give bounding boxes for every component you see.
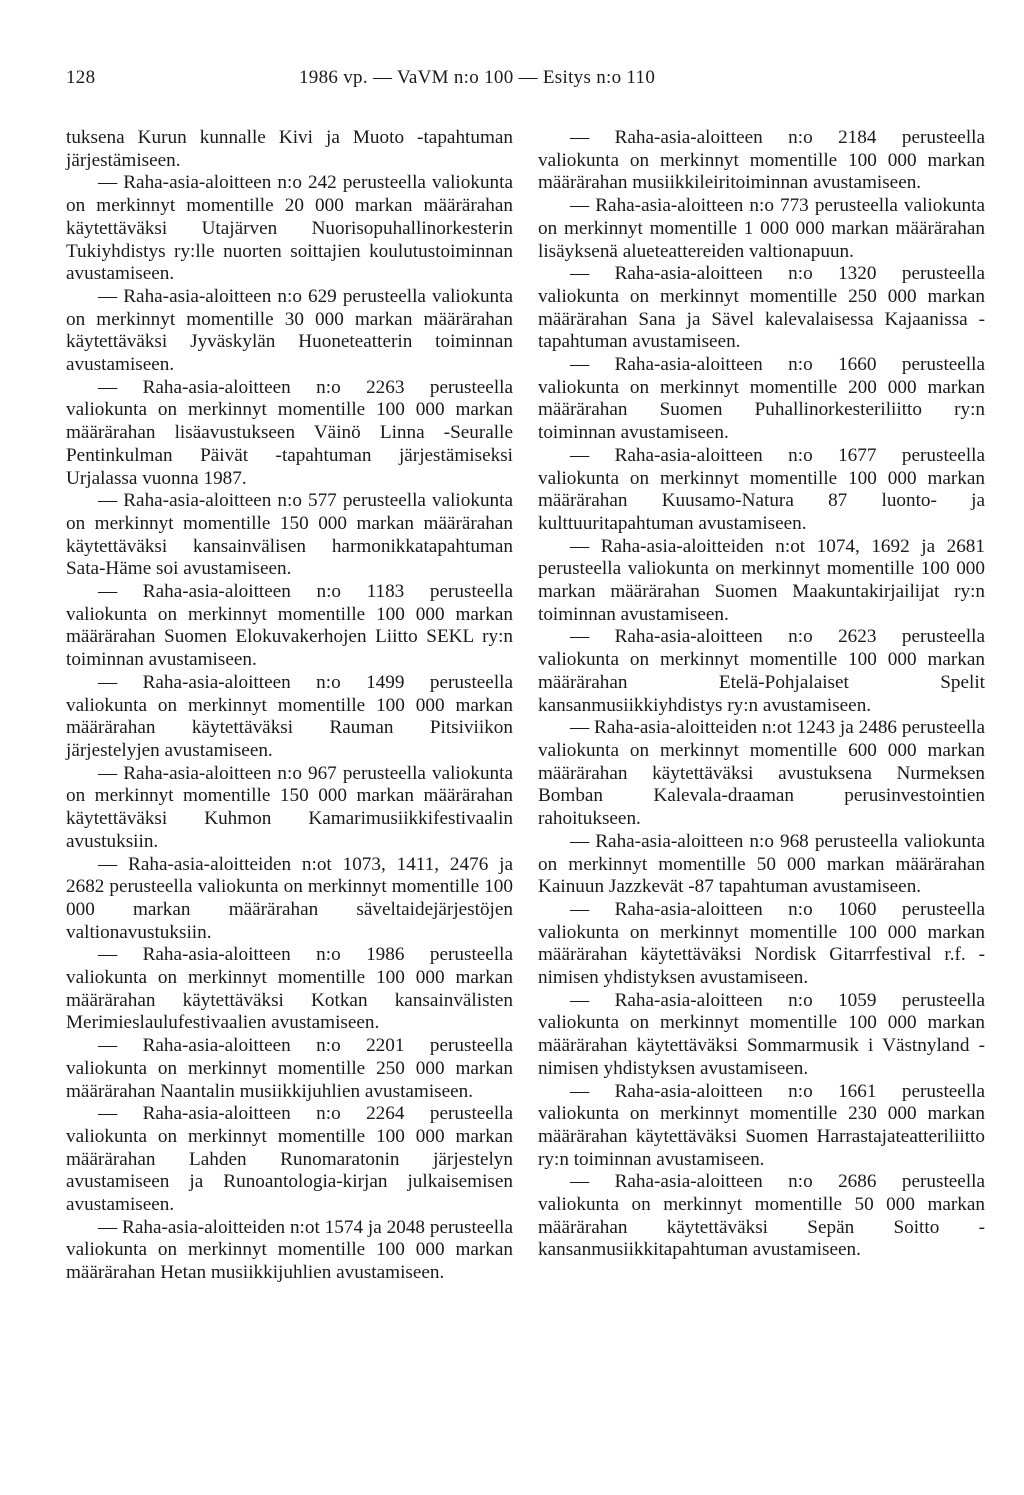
paragraph: — Raha-asia-aloitteen n:o 1499 perusteella valiokunta on merkinnyt momentille 100 000 markan määrärahan käytettäväksi Rauman Pitsiviikon järjestelyjen avustamiseen.: [66, 671, 513, 761]
paragraph: — Raha-asia-aloitteen n:o 2263 perusteella valiokunta on merkinnyt momentille 100 000 markan määrärahan lisäavustukseen Väinö Linna -Seuralle Pentinkulman Päivät -tapahtuman järjestämiseksi Urjalassa vuonna 1987.: [66, 376, 513, 489]
paragraph: — Raha-asia-aloitteen n:o 1060 perusteella valiokunta on merkinnyt momentille 100 000 markan määrärahan käytettäväksi Nordisk Gitarrfestival r.f. -nimisen yhdistyksen avustamiseen.: [538, 898, 985, 989]
page-number: 128: [66, 67, 96, 88]
paragraph: — Raha-asia-aloitteen n:o 1660 perusteella valiokunta on merkinnyt momentille 200 000 markan määrärahan Suomen Puhallinorkesteriliitto ry:n toiminnan avustamiseen.: [538, 354, 985, 444]
paragraph: — Raha-asia-aloitteen n:o 1986 perusteella valiokunta on merkinnyt momentille 100 000 markan määrärahan käytettäväksi Kotkan kansainvälisten Merimieslaulufestivaalien avustamiseen.: [66, 944, 513, 1034]
paragraph: — Raha-asia-aloitteen n:o 1677 perusteella valiokunta on merkinnyt momentille 100 000 markan määrärahan Kuusamo-Natura 87 luonto- ja kulttuuritapahtuman avustamiseen.: [538, 444, 985, 534]
paragraph: — Raha-asia-aloitteen n:o 2623 perusteella valiokunta on merkinnyt momentille 100 000 markan määrärahan Etelä-Pohjalaiset Spelit kansanmusiikkiyhdistys ry:n avustamiseen.: [538, 626, 985, 716]
paragraph: — Raha-asia-aloitteen n:o 1059 perusteella valiokunta on merkinnyt momentille 100 000 markan määrärahan käytettäväksi Sommarmusik i Västnyland -nimisen yhdistyksen avustamiseen.: [538, 989, 985, 1079]
paragraph: — Raha-asia-aloitteiden n:ot 1243 ja 2486 perusteella valiokunta on merkinnyt momentille 600 000 markan määrärahan käytettäväksi avustuksena Nurmeksen Bomban Kalevala-draaman perusinvestointien rahoitukseen.: [538, 717, 985, 830]
paragraph: — Raha-asia-aloitteen n:o 1661 perusteella valiokunta on merkinnyt momentille 230 000 markan määrärahan käytettäväksi Suomen Harrastajateatteriliitto ry:n toiminnan avustamiseen.: [538, 1080, 985, 1170]
paragraph: — Raha-asia-aloitteen n:o 968 perusteella valiokunta on merkinnyt momentille 50 000 markan määrärahan Kainuun Jazzkevät -87 tapahtuman avustamiseen.: [538, 830, 985, 898]
paragraph: tuksena Kurun kunnalle Kivi ja Muoto -tapahtuman järjestämiseen.: [66, 127, 513, 171]
paragraph: — Raha-asia-aloitteen n:o 2201 perusteella valiokunta on merkinnyt momentille 250 000 markan määrärahan Naantalin musiikkijuhlien avustamiseen.: [66, 1035, 513, 1102]
paragraph: — Raha-asia-aloitteen n:o 2264 perusteella valiokunta on merkinnyt momentille 100 000 markan määrärahan Lahden Runomaratonin järjestelyn avustamiseen ja Runoantologia-kirjan julkaisemisen avustamiseen.: [66, 1103, 513, 1216]
right-column: [538, 127, 985, 1262]
paragraph: — Raha-asia-aloitteen n:o 1320 perusteella valiokunta on merkinnyt momentille 250 000 markan määrärahan Sana ja Sävel kalevalaisessa Kajaanissa -tapahtuman avustamiseen.: [538, 263, 985, 353]
paragraph: — Raha-asia-aloitteiden n:ot 1073, 1411, 2476 ja 2682 perusteella valiokunta on merkinnyt momentille 100 000 markan määrärahan säveltaidejärjestöjen valtionavustuksiin.: [66, 853, 513, 943]
paragraph: — Raha-asia-aloitteen n:o 773 perusteella valiokunta on merkinnyt momentille 1 000 000 markan määrärahan lisäyksenä alueteattereiden valtionapuun.: [538, 195, 985, 262]
paragraph: — Raha-asia-aloitteen n:o 242 perusteella valiokunta on merkinnyt momentille 20 000 markan määrärahan käytettäväksi Utajärven Nuorisopuhallinorkesterin Tukiyhdistys ry:lle nuorten soittajien koulutustoiminnan avustamiseen.: [66, 172, 513, 285]
paragraph: — Raha-asia-aloitteen n:o 629 perusteella valiokunta on merkinnyt momentille 30 000 markan määrärahan käytettäväksi Jyväskylän Huoneteatterin toiminnan avustamiseen.: [66, 285, 513, 376]
paragraph: — Raha-asia-aloitteen n:o 967 perusteella valiokunta on merkinnyt momentille 150 000 markan määrärahan käytettäväksi Kuhmon Kamarimusiikkifestivaalin avustuksiin.: [66, 762, 513, 852]
paragraph: — Raha-asia-aloitteiden n:ot 1574 ja 2048 perusteella valiokunta on merkinnyt momentille 100 000 markan määrärahan Hetan musiikkijuhlien avustamiseen.: [66, 1216, 513, 1284]
running-title: 1986 vp. — VaVM n:o 100 — Esitys n:o 110: [299, 67, 656, 88]
paragraph: — Raha-asia-aloitteen n:o 577 perusteella valiokunta on merkinnyt momentille 150 000 markan määrärahan käytettäväksi kansainvälisen harmonikkatapahtuman Sata-Häme soi avustamiseen.: [66, 490, 513, 580]
paragraph: — Raha-asia-aloitteen n:o 2184 perusteella valiokunta on merkinnyt momentille 100 000 markan määrärahan musiikkileiritoiminnan avustamiseen.: [538, 127, 985, 194]
paragraph: — Raha-asia-aloitteiden n:ot 1074, 1692 ja 2681 perusteella valiokunta on merkinnyt momentille 100 000 markan määrärahan Suomen Maakuntakirjailijat ry:n toiminnan avustamiseen.: [538, 535, 985, 625]
left-column: [66, 127, 513, 1285]
paragraph: — Raha-asia-aloitteen n:o 2686 perusteella valiokunta on merkinnyt momentille 50 000 markan määrärahan käytettäväksi Sepän Soitto -kansanmusiikkitapahtuman avustamiseen.: [538, 1171, 985, 1261]
paragraph: — Raha-asia-aloitteen n:o 1183 perusteella valiokunta on merkinnyt momentille 100 000 markan määrärahan Suomen Elokuvakerhojen Liitto SEKL ry:n toiminnan avustamiseen.: [66, 581, 513, 671]
